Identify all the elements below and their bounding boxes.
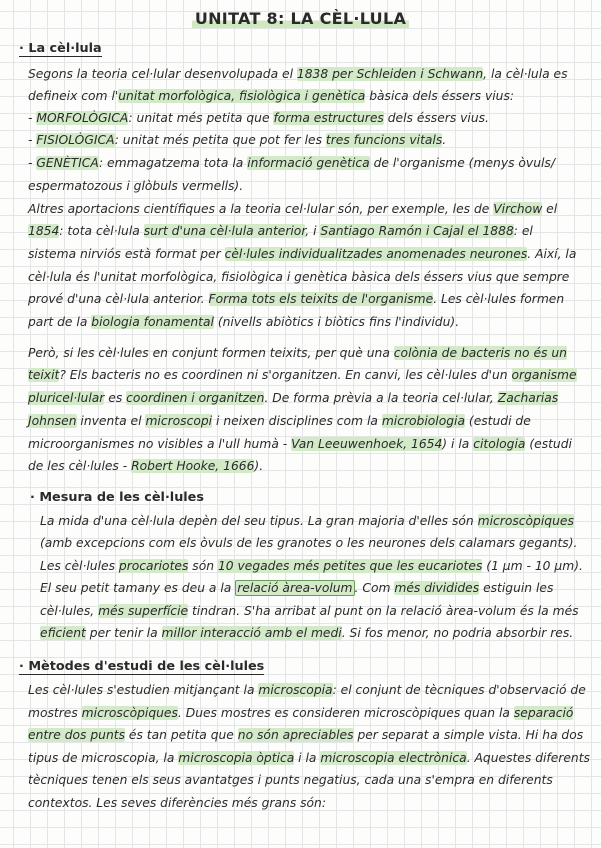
text-line: sistema nirviós està format per cèl·lules individualitzades anomenades neurones. Així, la (28, 247, 577, 261)
text-line: - MORFOLÒGICA: unitat més petita que forma estructures dels éssers vius. (28, 111, 489, 125)
text-line: Però, si les cèl·lules en conjunt formen teixits, per què una colònia de bacteris no és un (28, 346, 567, 360)
section-heading-methods: · Mètodes d'estudi de les cèl·lules (19, 659, 265, 674)
text-line: entre dos punts és tan petita que no són apreciables per separat a simple vista. Hi ha dos (28, 728, 584, 742)
text-line: - GENÈTICA: emmagatzema tota la informació genètica de l'organisme (menys òvuls/ (28, 156, 555, 170)
page-title: UNITAT 8: LA CÈL·LULA (0, 9, 601, 28)
text-line: eficient per tenir la millor interacció amb el medi. Si fos menor, no podria absorbir res. (40, 626, 574, 640)
text-line: pluricel·lular es coordinen i organitzen. De forma prèvia a la teoria cel·lular, Zacharias (28, 391, 559, 405)
text-line: contextos. Les seves diferències més grans són: (28, 796, 326, 810)
text-line: cèl·lula és l'unitat morfològica, fisiològica i genètica bàsica dels éssers vius que sempre (28, 270, 570, 284)
text-line: El seu petit tamany es deu a la relació àrea-volum . Com més dividides estiguin les (40, 581, 554, 595)
text-line: mostres microscòpiques. Dues mostres es consideren microscòpiques quan la separació (28, 706, 574, 720)
text-line: de les cèl·lules - Robert Hooke, 1666). (28, 459, 264, 473)
text-line: Segons la teoria cel·lular desenvolupada el 1838 per Schleiden i Schwann, la cèl·lula es (28, 67, 568, 81)
text-line: Les cèl·lules s'estudien mitjançant la microscopia: el conjunt de tècniques d'observació de (28, 683, 586, 697)
text-line: microorganismes no visibles a l'ull humà - Van Leeuwenhoek, 1654) i la citologia (estudi (28, 437, 572, 451)
text-line: espermatozous i glòbuls vermells). (28, 179, 244, 193)
text-line: Les cèl·lules procariotes són 10 vegades més petites que les eucariotes (1 μm - 10 μm). (40, 559, 583, 573)
text-line: Altres aportacions científiques a la teoria cel·lular són, per exemple, les de Virchow el (28, 202, 558, 216)
section-heading-measure: · Mesura de les cèl·lules (30, 490, 204, 505)
text-line: 1854: tota cèl·lula surt d'una cèl·lula anterior, i Santiago Ramón i Cajal el 1888: el (28, 224, 533, 238)
text-line: La mida d'una cèl·lula depèn del seu tipus. La gran majoria d'elles són microscòpiques (40, 514, 574, 528)
text-line: - FISIOLÒGICA: unitat més petita que pot fer les tres funcions vitals. (28, 133, 447, 147)
text-line: tècniques tenen els seus avantatges i punts negatius, cada una s'empra en diferents (28, 773, 553, 787)
text-line: prové d'una cèl·lula anterior. Forma tots els teixits de l'organisme. Les cèl·lules formen (28, 292, 565, 306)
text-line: cèl·lules, més superfície tindran. S'ha arribat al punt on la relació àrea-volum és la més (40, 604, 579, 618)
text-line: defineix com l'unitat morfològica, fisiològica i genètica bàsica dels éssers vius: (28, 89, 515, 103)
text-line: part de la biologia fonamental (nivells abiòtics i biòtics fins l'individu). (28, 315, 460, 329)
text-line: tipus de microscopia, la microscopia òptica i la microscopia electrònica. Aquestes diferents (28, 751, 590, 765)
text-line: Johnsen inventa el microscopi i neixen disciplines com la microbiologia (estudi de (28, 414, 531, 428)
text-line: (amb excepcions com els òvuls de les granotes o les neurones dels calamars gegants). (40, 536, 578, 550)
section-heading-cell: · La cèl·lula (19, 41, 102, 56)
text-line: teixit? Els bacteris no es coordinen ni s'organitzen. En canvi, les cèl·lules d'un organisme (28, 368, 577, 382)
